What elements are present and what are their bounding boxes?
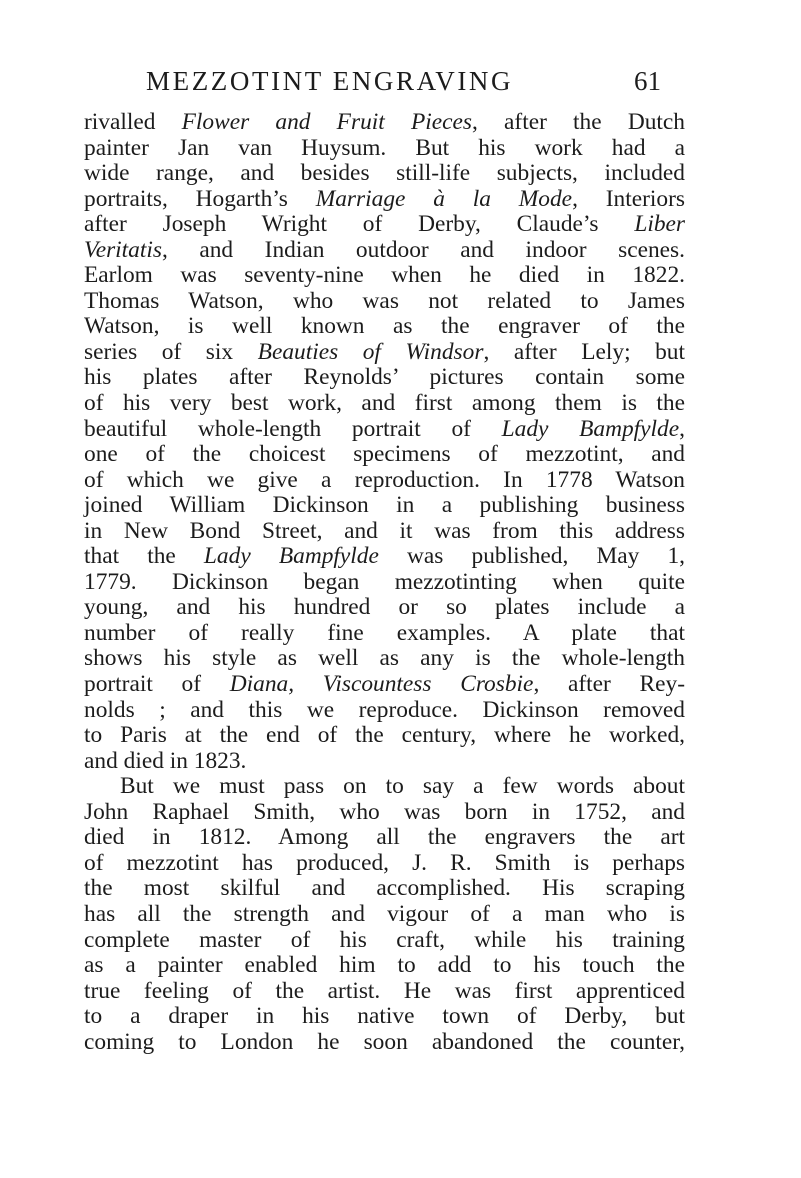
text-line [84,187,685,213]
italic-title: Flower and Fruit Pieces [181,109,472,135]
text-line [84,263,685,289]
text-line [84,1004,685,1030]
running-head [146,66,661,102]
text-segment: young, and his hundred or so plates include a [84,594,685,621]
text-segment: nolds ; and this we reproduce. Dickinson removed [84,696,685,723]
text-segment: true feeling of the artist. He was first apprenticed [84,977,685,1004]
text-line [84,800,685,826]
text-line [84,468,685,494]
text-line [84,365,685,391]
text-segment: Thomas Watson, who was not related to James [84,287,685,314]
text-line [84,417,685,443]
text-segment: one of the choicest specimens of mezzotint, and [84,441,685,468]
text-line [84,519,685,545]
italic-title: Diana, Viscountess Crosbie [229,671,534,698]
italic-title: Lady Bampfylde [501,415,680,442]
text-line [84,825,685,851]
body-text [84,110,685,1055]
text-segment: portrait of [84,671,230,698]
text-line [84,928,685,954]
text-segment: John Raphael Smith, who was born in 1752, and [84,798,685,825]
text-segment: after Joseph Wright of Derby, Claude’s [84,211,635,238]
text-line [84,544,685,570]
text-line [84,238,685,264]
text-line [84,749,685,775]
text-segment: of which we give a reproduction. In 1778 Watson [84,466,685,493]
text-line [84,570,685,596]
text-segment: number of really fine examples. A plate that [84,619,685,646]
text-line [84,493,685,519]
italic-title: Marriage à la Mode [315,185,573,212]
italic-title: Liber [634,211,685,238]
text-line [84,442,685,468]
text-line [84,136,685,162]
text-line [84,1030,685,1056]
text-line [84,391,685,417]
text-line [84,902,685,928]
text-segment: of his very best work, and first among them is the [84,390,685,417]
text-segment: But we must pass on to say a few words about [120,773,685,800]
text-segment: that the [84,543,204,570]
text-line [84,621,685,647]
text-segment: , and Indian outdoor and indoor scenes. [161,236,685,263]
text-segment: coming to London he soon abandoned the counter, [84,1028,685,1055]
text-segment: , [679,415,685,442]
text-line [84,289,685,315]
text-line [84,110,685,136]
text-line [84,595,685,621]
italic-title: Veritatis [84,236,162,263]
text-segment: in New Bond Street, and it was from this address [84,517,685,544]
text-line [84,774,685,800]
text-line [84,314,685,340]
text-line [84,979,685,1005]
text-segment: to a draper in his native town of Derby, but [84,1003,685,1030]
text-segment: , after Lely; but [483,338,685,365]
text-segment: painter Jan van Huysum. But his work had a [84,134,685,161]
italic-title: Beauties of Windsor [257,338,484,365]
text-segment: , after Rey- [533,671,686,698]
text-segment: Earlom was seventy-nine when he died in 1822. [84,262,685,289]
text-segment: 1779. Dickinson began mezzotinting when quite [84,568,685,595]
text-segment: to Paris at the end of the century, where he worked, [84,722,685,749]
text-line [84,161,685,187]
text-segment: his plates after Reynolds’ pictures contain some [84,364,685,391]
text-segment: has all the strength and vigour of a man who is [84,900,685,927]
text-segment: complete master of his craft, while his training [84,926,685,953]
text-segment: shows his style as well as any is the whole-length [84,645,685,672]
italic-title: Lady Bampfylde [203,543,379,570]
text-segment: beautiful whole-length portrait of [84,415,502,442]
text-line [84,723,685,749]
text-segment: joined William Dickinson in a publishing business [84,492,685,519]
text-line [84,698,685,724]
text-line [84,212,685,238]
text-line [84,851,685,877]
text-segment: died in 1812. Among all the engravers the art [84,824,685,851]
text-segment: and died in 1823. [84,747,247,774]
text-segment: of mezzotint has produced, J. R. Smith is perhaps [84,849,685,876]
page-number: 61 [634,66,661,96]
text-line [84,340,685,366]
text-segment: as a painter enabled him to add to his touch the [84,952,685,979]
text-segment: wide range, and besides still-life subjects, included [84,160,685,187]
text-line [84,953,685,979]
text-line [84,646,685,672]
running-title: MEZZOTINT ENGRAVING [146,66,514,96]
text-segment: the most skilful and accomplished. His scraping [84,875,685,902]
text-line [84,672,685,698]
text-segment: , after the Dutch [471,109,685,135]
text-segment: Watson, is well known as the engraver of the [84,313,685,340]
text-segment: , Interiors [572,185,685,212]
text-segment: series of six [84,338,258,365]
text-segment: was published, May 1, [378,543,686,570]
text-segment: portraits, Hogarth’s [84,185,316,212]
text-segment: rivalled [84,109,182,135]
text-line [84,876,685,902]
